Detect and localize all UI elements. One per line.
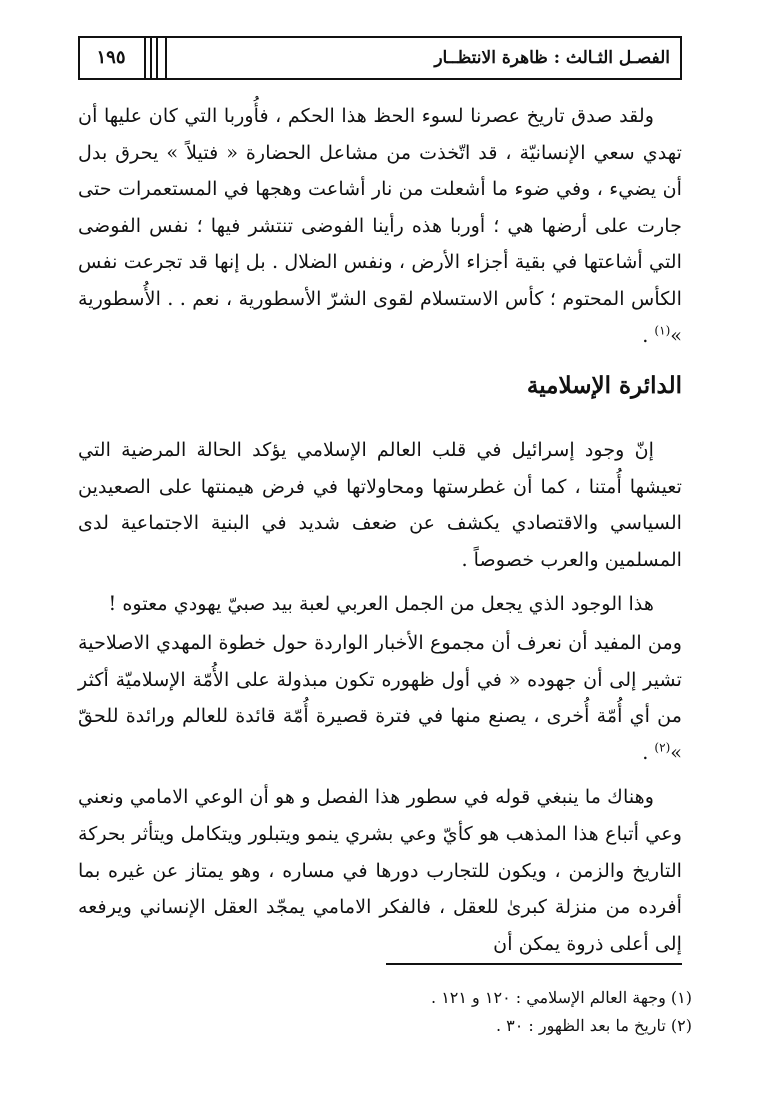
footnote-ref-2: (٢) [654, 740, 671, 755]
paragraph-2: إنّ وجود إسرائيل في قلب العالم الإسلامي يؤكد الحالة المرضية التي تعيشها أُمتنا ، كما أن غطرستها ومحاولاتها في فرض هيمنتها على الصعيدين السياسي والاقتصادي يكشف عن ضعف شديد في البنية الاجتماعية لدى المسلمين والعرب خصوصاً . [78, 438, 682, 571]
header-divider [144, 38, 146, 78]
paragraph-3: هذا الوجود الذي يجعل من الجمل العربي لعبة بيد صبيّ يهودي معتوه ! [108, 592, 654, 616]
footnote-separator [386, 963, 682, 965]
chapter-title: الفصـل الثـالث : ظاهرة الانتظــار [434, 48, 670, 68]
footnote-2: (٢) تاريخ ما بعد الظهور : ٣٠ . [495, 1016, 692, 1035]
page-number: ١٩٥ [96, 47, 126, 68]
section-body [78, 432, 682, 962]
footnote-1: (١) وجهة العالم الإسلامي : ١٢٠ و ١٢١ . [431, 988, 692, 1007]
section-heading: الدائرة الإسلامية [526, 372, 682, 399]
header-divider [156, 38, 158, 78]
footnotes [152, 984, 692, 1040]
header-divider [150, 38, 152, 78]
paragraph-1-period: . [642, 323, 649, 347]
paragraph-4 [78, 625, 682, 771]
paragraph-1-text: ولقد صدق تاريخ عصرنا لسوء الحظ هذا الحكم ، فأُوربا التي كان عليها أن تهدي سعي الإنسانيّة ، قد اتّخذت من مشاعل الحضارة « فتيلاً » يحرق بدل أن يضيء ، وفي ضوء ما أشعلت من نار أشاعت وهجها في المستعمرات حتى جارت على أرضها هي ؛ أوربا هذه رأينا الفوضى تنتشر فيها ؛ نفس الفوضى التي أشاعتها في بقية أجزاء الأرض ، ونفس الضلال . بل إنها قد تجرعت نفس الكأس المحتوم ؛ كأس الاستسلام لقوى الشرّ الأسطورية ، نعم . . الأُسطورية » [78, 104, 682, 347]
footnote-ref-1: (١) [654, 323, 671, 338]
paragraph-1 [78, 98, 682, 354]
header-divider [165, 38, 167, 78]
paragraph-4-period: . [642, 740, 649, 764]
paragraph-4-text: ومن المفيد أن نعرف أن مجموع الأخبار الواردة حول خطوة المهدي الاصلاحية تشير إلى أن جهوده « في أول ظهوره تكون مبذولة على الأُمّة الإسلاميّة أكثر من أي أُمّة أُخرى ، يصنع منها في فترة قصيرة أُمّة قائدة للعالم ورائدة للحقّ » [78, 630, 682, 764]
paragraph-5: وهناك ما ينبغي قوله في سطور هذا الفصل و هو أن الوعي الامامي ونعني وعي أتباع هذا المذهب هو كأيّ وعي بشري ينمو ويتبلور ويتكامل ويتأثر بحركة التاريخ والزمن ، ويكون للتجارب دورها في مساره ، وهو يمتاز عن غيره بما أفرده من منزلة كبرىٰ للعقل ، فالفكر الامامي يمجّد العقل الإنساني ويرفعه إلى أعلى ذروة يمكن أن [78, 785, 682, 955]
running-header [78, 36, 682, 80]
